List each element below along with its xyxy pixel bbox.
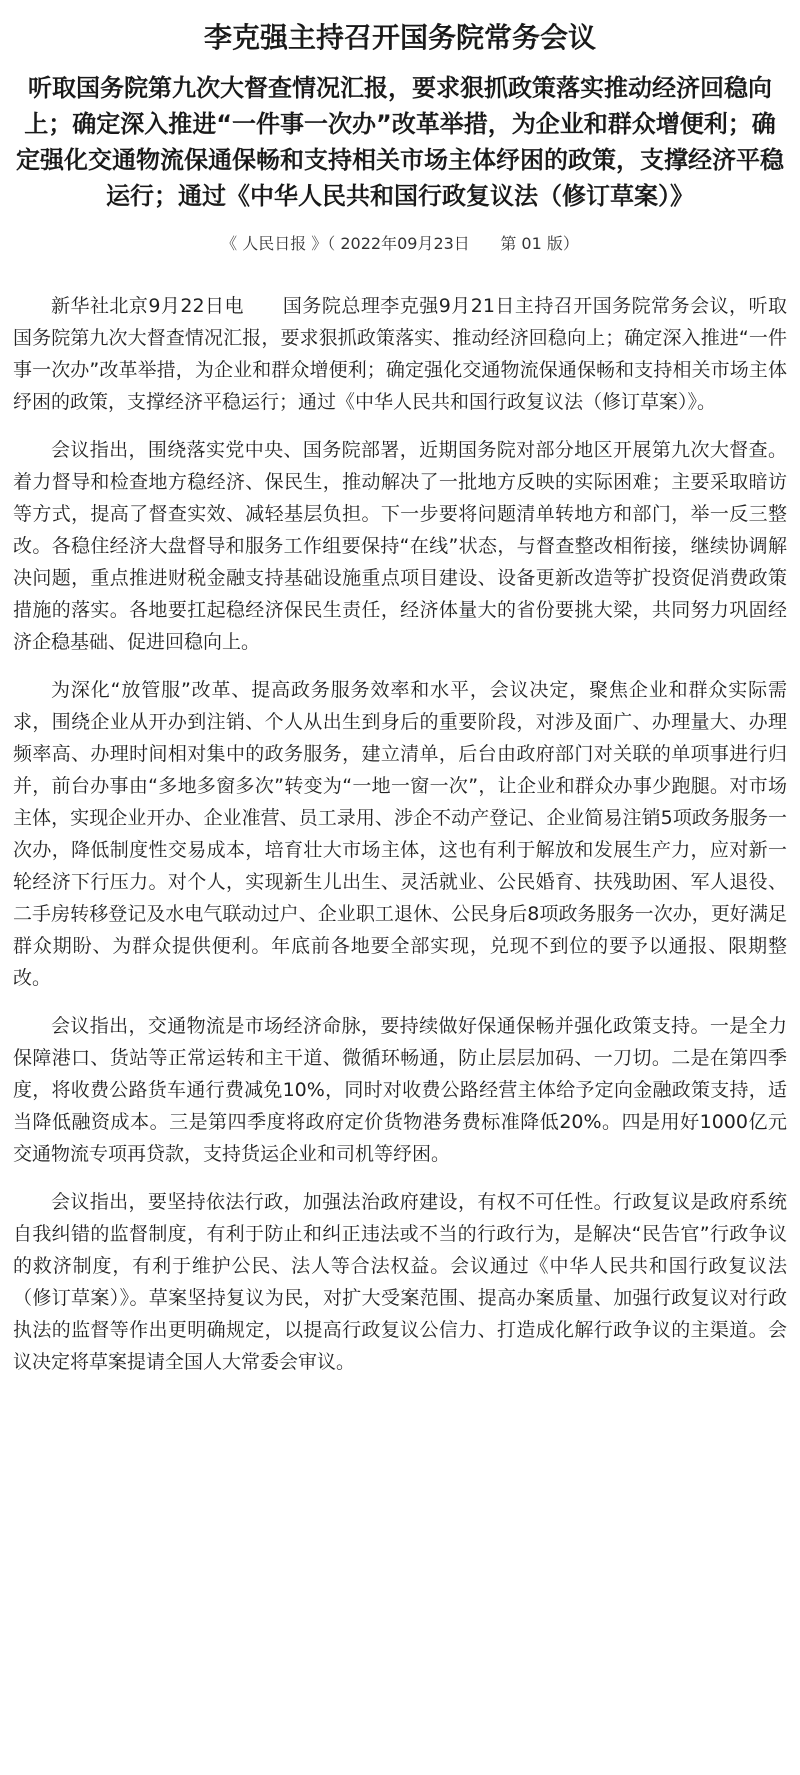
source-paper: 《 人民日报 》（ 2022年09月23日 <box>221 234 470 253</box>
article-paragraph: 为深化“放管服”改革、提高政务服务效率和水平，会议决定，聚焦企业和群众实际需求，围绕企业从开办到注销、个人从出生到身后的重要阶段，对涉及面广、办理量大、办理频率高、办理时间相对集中的政务服务，建立清单，后台由政府部门对关联的单项事进行归并，前台办事由“多地多窗多次”转变为“一地一窗一次”，让企业和群众办事少跑腿。对市场主体，实现企业开办、企业准营、员工录用、涉企不动产登记、企业简易注销5项政务服务一次办，降低制度性交易成本，培育壮大市场主体，这也有利于解放和发展生产力，应对新一轮经济下行压力。对个人，实现新生儿出生、灵活就业、公民婚育、扶残助困、军人退役、二手房转移登记及水电气联动过户、企业职工退休、公民身后8项政务服务一次办，更好满足群众期盼、为群众提供便利。年底前各地要全部实现，兑现不到位的要予以通报、限期整改。 <box>13 679 787 989</box>
source-line <box>13 232 787 256</box>
article-paragraph: 新华社北京9月22日电 国务院总理李克强9月21日主持召开国务院常务会议，听取国务院第九次大督查情况汇报，要求狠抓政策落实、推动经济回稳向上；确定深入推进“一件事一次办”改革举措，为企业和群众增便利；确定强化交通物流保通保畅和支持相关市场主体纾困的政策，支撑经济平稳运行；通过《中华人民共和国行政复议法（修订草案）》。 <box>13 295 787 413</box>
article-paragraph: 会议指出，交通物流是市场经济命脉，要持续做好保通保畅并强化政策支持。一是全力保障港口、货站等正常运转和主干道、微循环畅通，防止层层加码、一刀切。二是在第四季度，将收费公路货车通行费减免10%，同时对收费公路经营主体给予定向金融政策支持，适当降低融资成本。三是第四季度将政府定价货物港务费标准降低20%。四是用好1000亿元交通物流专项再贷款，支持货运企业和司机等纾困。 <box>13 1015 787 1165</box>
article-paragraph: 会议指出，围绕落实党中央、国务院部署，近期国务院对部分地区开展第九次大督查。着力督导和检查地方稳经济、保民生，推动解决了一批地方反映的实际困难；主要采取暗访等方式，提高了督查实效、减轻基层负担。下一步要将问题清单转地方和部门，举一反三整改。各稳住经济大盘督导和服务工作组要保持“在线”状态，与督查整改相衔接，继续协调解决问题，重点推进财税金融支持基础设施重点项目建设、设备更新改造等扩投资促消费政策措施的落实。各地要扛起稳经济保民生责任，经济体量大的省份要挑大梁，共同努力巩固经济企稳基础、促进回稳向上。 <box>13 439 787 653</box>
article-subtitle: 听取国务院第九次大督查情况汇报，要求狠抓政策落实推动经济回稳向上；确定深入推进“一件事一次办”改革举措，为企业和群众增便利；确定强化交通物流保通保畅和支持相关市场主体纾困的政策，支撑经济平稳运行；通过《中华人民共和国行政复议法（修订草案）》 <box>16 74 784 210</box>
article-paragraph: 会议指出，要坚持依法行政，加强法治政府建设，有权不可任性。行政复议是政府系统自我纠错的监督制度，有利于防止和纠正违法或不当的行政行为，是解决“民告官”行政争议的救济制度，有利于维护公民、法人等合法权益。会议通过《中华人民共和国行政复议法（修订草案）》。草案坚持复议为民，对扩大受案范围、提高办案质量、加强行政复议对行政执法的监督等作出更明确规定，以提高行政复议公信力、打造成化解行政争议的主渠道。会议决定将草案提请全国人大常委会审议。 <box>13 1191 787 1373</box>
article-title: 李克强主持召开国务院常务会议 <box>203 21 596 54</box>
source-page: 第 01 版） <box>500 234 579 253</box>
